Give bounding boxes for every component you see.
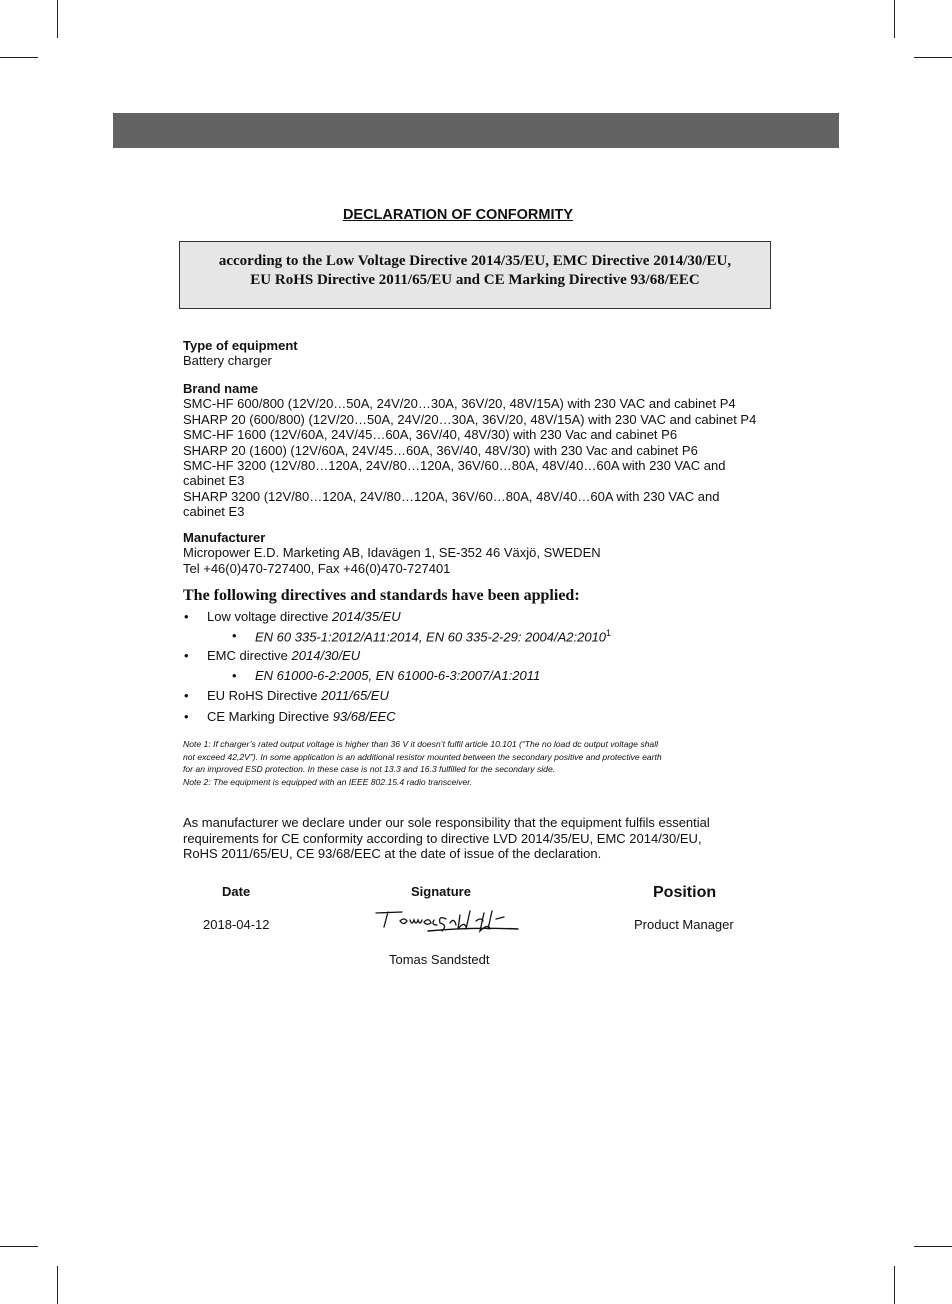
handwritten-signature xyxy=(372,905,522,941)
manufacturer-address: Micropower E.D. Marketing AB, Idavägen 1, SE-352 46 Växjö, SWEDEN xyxy=(183,545,601,561)
brand-line: cabinet E3 xyxy=(183,504,245,520)
note-line: not exceed 42,2V”). In some application is an additional resistor mounted between the secondary positive and protective earth xyxy=(183,751,662,762)
crop-mark xyxy=(894,1266,895,1304)
directive-box-line: EU RoHS Directive 2011/65/EU and CE Marking Directive 93/68/EEC xyxy=(250,272,700,288)
bullet-icon: • xyxy=(184,609,189,624)
notes xyxy=(183,738,743,788)
note-line: Note 2: The equipment is equipped with an IEEE 802.15.4 radio transceiver. xyxy=(183,776,473,787)
position-label: Position xyxy=(653,884,717,901)
bullet-icon: • xyxy=(232,668,237,683)
bullet-icon: • xyxy=(232,628,237,643)
brand-line: SMC-HF 3200 (12V/80…120A, 24V/80…120A, 36V/60…80A, 48V/40…60A with 230 VAC and xyxy=(183,458,726,474)
crop-mark xyxy=(57,0,58,38)
directive-box-line: according to the Low Voltage Directive 2014/35/EU, EMC Directive 2014/30/EU, xyxy=(218,253,732,269)
brand-line: SHARP 3200 (12V/80…120A, 24V/80…120A, 36V/60…80A, 48V/40…60A with 230 VAC and xyxy=(183,488,720,504)
directive-item: • EMC directive 2014/30/EU xyxy=(184,648,361,663)
standard-item: • EN 60 335-1:2012/A11:2014, EN 60 335-2-29: 2004/A2:2010$^1$ xyxy=(232,628,612,645)
directives-title: The following directives and standards have been applied: xyxy=(183,587,580,604)
crop-mark xyxy=(0,57,38,58)
footnote-ref: 1 xyxy=(606,628,612,638)
declaration-line: As manufacturer we declare under our sole responsibility that the equipment fulfils essential xyxy=(183,815,710,830)
manufacturer-section xyxy=(183,530,601,576)
brand-line: SMC-HF 1600 (12V/60A, 24V/45…60A, 36V/40, 48V/30) with 230 Vac and cabinet P6 xyxy=(183,427,678,443)
manufacturer-contact: Tel +46(0)470-727400, Fax +46(0)470-727401 xyxy=(183,560,451,576)
signature-label: Signature xyxy=(411,884,471,899)
directive-item: • EU RoHS Directive 2011/65/EU xyxy=(184,688,389,703)
crop-mark xyxy=(57,1266,58,1304)
equipment-label: Type of equipment xyxy=(183,338,298,353)
note-line: Note 1: If charger’s rated output voltage is higher than 36 V it doesn’t fulfil article 10.101 (“The no load dc output voltage shall xyxy=(183,739,659,749)
brand-line: SHARP 20 (600/800) (12V/20…50A, 24V/20…30A, 36V/20, 48V/15A) with 230 VAC and cabinet P4 xyxy=(183,411,757,427)
header-bar xyxy=(113,113,839,148)
crop-mark xyxy=(0,1246,38,1247)
standard-item: • EN 61000-6-2:2005, EN 61000-6-3:2007/A1:2011 xyxy=(232,668,541,683)
manufacturer-label: Manufacturer xyxy=(183,530,266,545)
brand-line: SHARP 20 (1600) (12V/60A, 24V/45…60A, 36V/40, 48V/30) with 230 Vac and cabinet P6 xyxy=(183,442,698,458)
bullet-icon: • xyxy=(184,709,189,724)
bullet-icon: • xyxy=(184,688,189,703)
equipment-section xyxy=(183,338,298,369)
declaration-line: RoHS 2011/65/EU, CE 93/68/EEC at the date of issue of the declaration. xyxy=(183,846,602,862)
position-value: Product Manager xyxy=(634,917,734,932)
signer-name: Tomas Sandstedt xyxy=(389,952,490,967)
brand-line: cabinet E3 xyxy=(183,473,245,489)
document-title: DECLARATION OF CONFORMITY xyxy=(342,207,574,223)
directive-item: • Low voltage directive 2014/35/EU xyxy=(184,609,401,624)
declaration-paragraph xyxy=(183,815,743,862)
declaration-line: requirements for CE conformity according to directive LVD 2014/35/EU, EMC 2014/30/EU, xyxy=(183,830,702,846)
brand-line: SMC-HF 600/800 (12V/20…50A, 24V/20…30A, 36V/20, 48V/15A) with 230 VAC and cabinet P4 xyxy=(183,396,736,412)
brand-label: Brand name xyxy=(183,381,259,396)
crop-mark xyxy=(914,1246,952,1247)
crop-mark xyxy=(914,57,952,58)
bullet-icon: • xyxy=(184,648,189,663)
directive-item: • CE Marking Directive 93/68/EEC xyxy=(184,709,396,724)
directive-box xyxy=(179,241,771,309)
brand-section xyxy=(183,381,756,520)
note-line: for an improved ESD protection. In these case is not 13.3 and 16.3 fulfilled for the secondary side. xyxy=(183,764,556,775)
date-value: 2018-04-12 xyxy=(203,917,270,932)
crop-mark xyxy=(894,0,895,38)
equipment-value: Battery charger xyxy=(183,353,272,369)
date-label: Date xyxy=(222,884,251,899)
